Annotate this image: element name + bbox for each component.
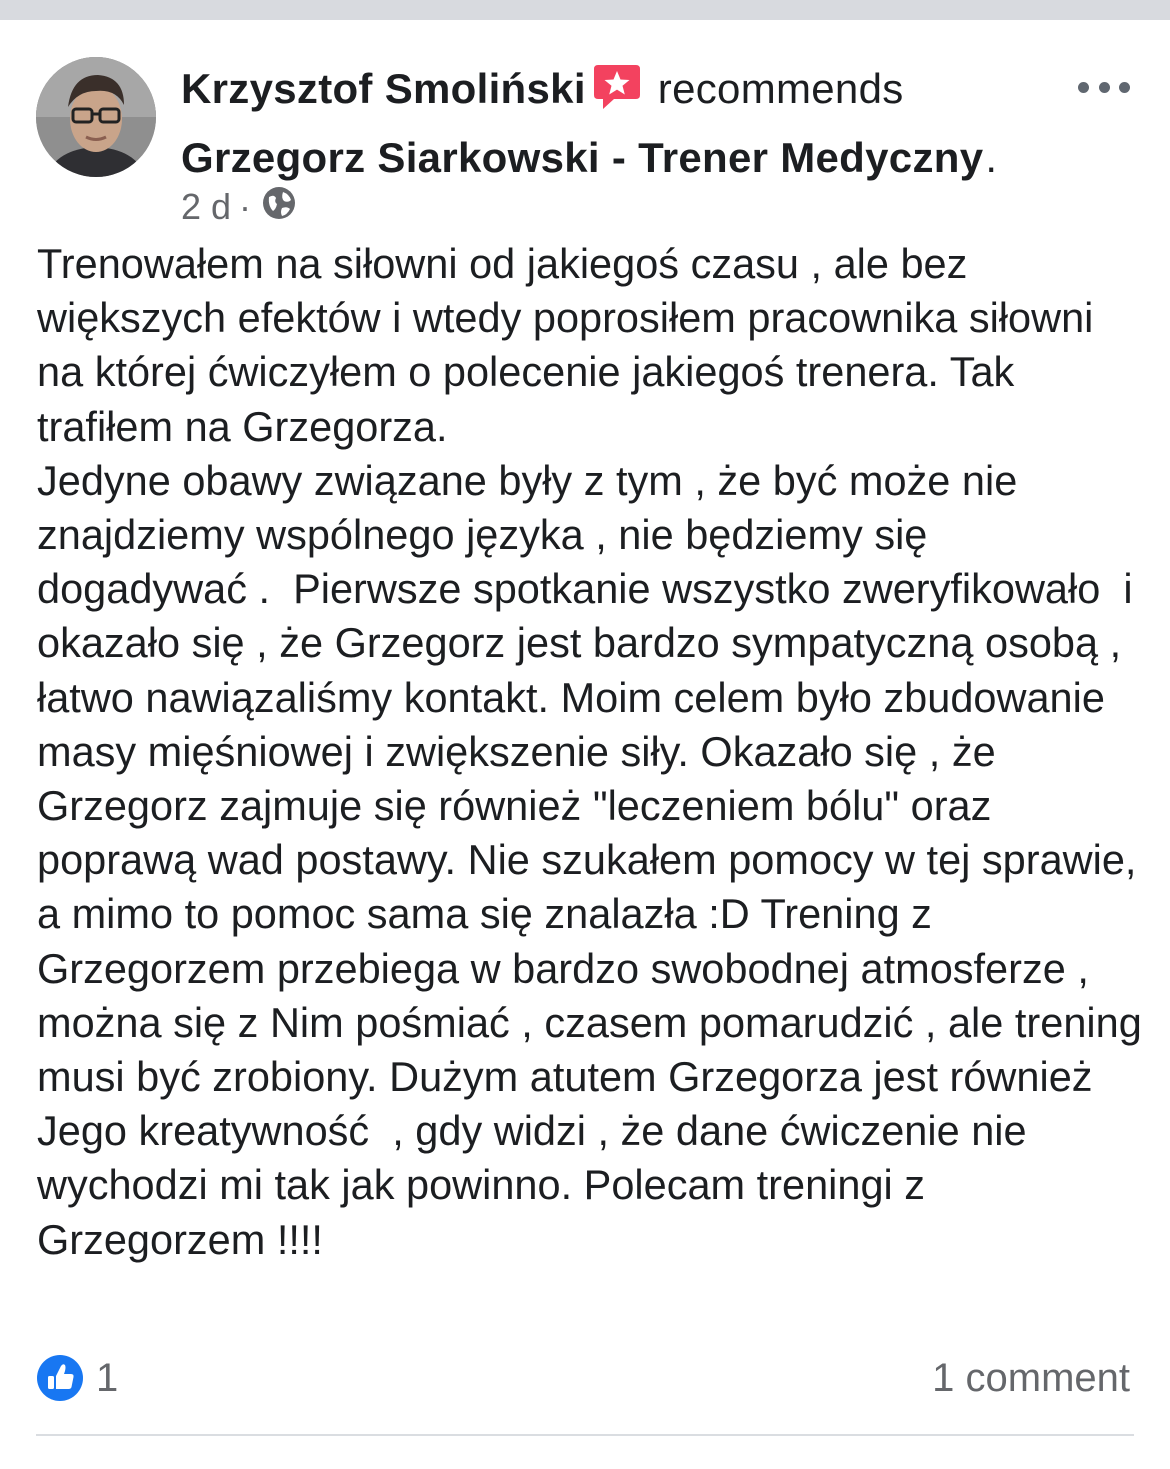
author-name[interactable]: Krzysztof Smoliński <box>181 65 586 112</box>
post-timestamp[interactable]: 2 d <box>181 186 232 227</box>
footer-divider <box>36 1434 1134 1436</box>
like-reaction-icon[interactable] <box>36 1354 84 1402</box>
comment-count[interactable]: 1 comment <box>932 1356 1130 1400</box>
target-suffix: . <box>985 134 998 181</box>
post-body: Trenowałem na siłowni od jakiegoś czasu , ale bez większych efektów i wtedy poprosiłem pracownika siłowni na której ćwiczyłem o polecenie jakiegoś trenera. Tak trafiłem na Grzegorza. Jedyne obawy związane były z tym , że być może nie znajdziemy wspólnego języka , nie będziemy się dogadywać . Pierwsze spotkanie wszystko zweryfikowało i okazało się , że Grzegorz jest bardzo sympatyczną osobą , łatwo nawiązaliśmy kontakt. Moim celem było zbudowanie masy mięśniowej i zwiększenie siły. Okazało się , że Grzegorz zajmuje się również "leczeniem bólu" oraz poprawą wad postawy. Nie szukałem pomocy w tej sprawie, a mimo to pomoc sama się znalazła :D Trening z Grzegorzem przebiega w bardzo swobodnej atmosferze , można się z Nim pośmiać , czasem pomarudzić , ale trening musi być zrobiony. Dużym atutem Grzegorza jest również Jego kreatywność , gdy widzi , że dane ćwiczenie nie wychodzi mi tak jak powinno. Polecam treningi z Grzegorzem !!!! <box>37 240 1142 1263</box>
recommended-page-name[interactable]: Grzegorz Siarkowski - Trener Medyczny <box>181 134 984 181</box>
recommendation-badge-icon <box>592 63 642 127</box>
post-meta <box>181 184 297 230</box>
author-avatar[interactable] <box>36 57 156 177</box>
more-options-icon[interactable] <box>1078 77 1130 97</box>
top-strip <box>0 0 1170 20</box>
globe-icon <box>261 185 297 230</box>
like-count[interactable]: 1 <box>96 1356 119 1400</box>
recommends-verb: recommends <box>657 65 904 112</box>
meta-separator: · <box>239 186 252 227</box>
post-header <box>181 58 1061 188</box>
